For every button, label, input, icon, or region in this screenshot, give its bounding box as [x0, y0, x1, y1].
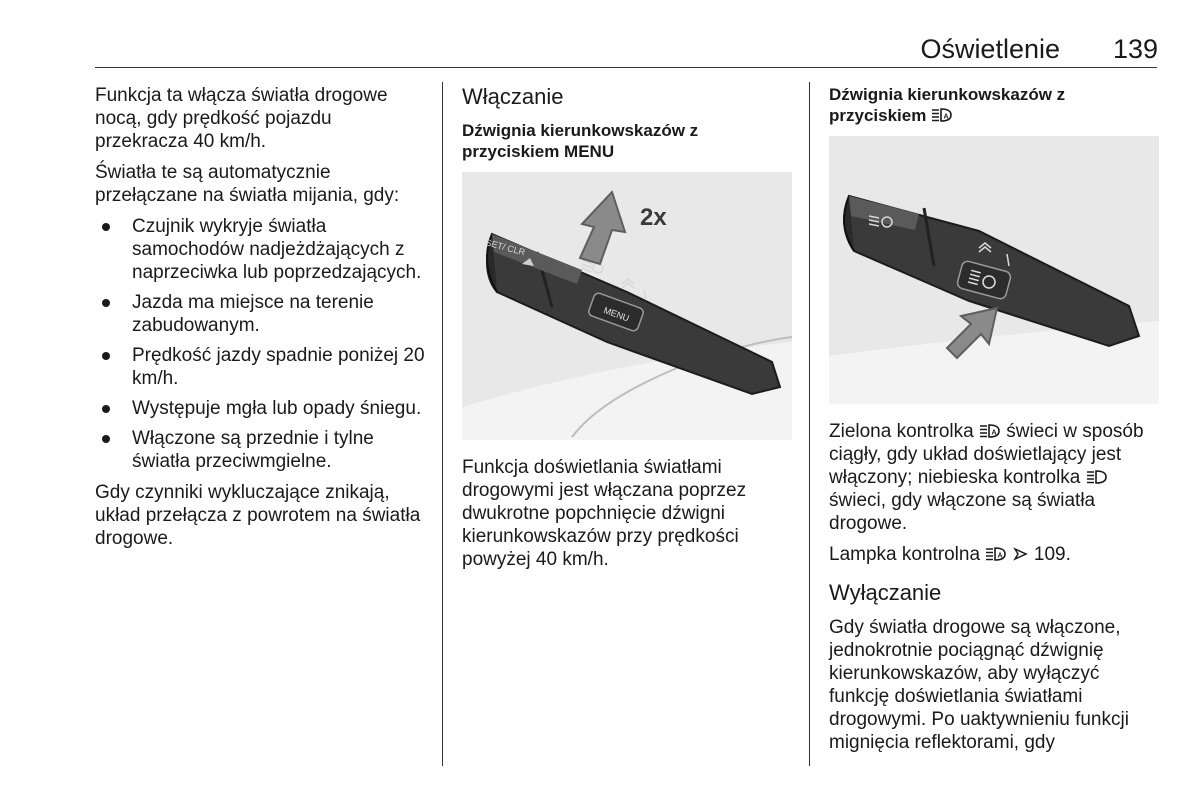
- list-item: Czujnik wykryje światła samochodów nadjeżdżających z naprzeciwka lub poprzedzających.: [95, 215, 425, 284]
- intro-paragraph: Funkcja ta włącza światła drogowe nocą, gdy prędkość pojazdu przekracza 40 km/h.: [95, 85, 388, 152]
- lever-menu-illustration: [462, 172, 792, 440]
- outro-paragraph: Gdy czynniki wykluczające znikają, układ przełącza z powrotem na światła drogowe.: [95, 482, 421, 549]
- list-item: Prędkość jazdy spadnie poniżej 20 km/h.: [95, 344, 425, 390]
- section-heading-wlaczanie: Włączanie: [462, 84, 564, 109]
- bullet-icon: [102, 352, 110, 360]
- column-divider-1: [442, 82, 443, 766]
- column-2: [462, 84, 792, 579]
- lead-paragraph: Światła te są automatycznie przełączane na światła mijania, gdy:: [95, 162, 400, 206]
- subheading-button-lever: Dźwignia kierunkowskazów z przyciskiem A: [829, 85, 1066, 125]
- cross-reference-arrow-icon: [1013, 547, 1029, 561]
- list-item: Jazda ma miejsce na terenie zabudowanym.: [95, 291, 425, 337]
- lever-button-illustration: [829, 136, 1159, 404]
- column-divider-2: [809, 82, 810, 766]
- col3-indicator-paragraph: Zielona kontrolka A świeci w sposób ciągły, gdy układ doświetlający jest włączony; niebieska kontrolka świeci, gdy włączone są światła drogowe.: [829, 421, 1144, 534]
- subheading-menu-lever: Dźwignia kierunkowskazów z przyciskiem MENU: [462, 121, 699, 161]
- menu-button-label: MENU: [602, 305, 631, 324]
- bullet-icon: [102, 405, 110, 413]
- section-heading-wylaczanie: Wyłączanie: [829, 580, 942, 605]
- column-1: [95, 84, 425, 558]
- svg-text:A: A: [991, 429, 997, 437]
- header-rule: [95, 67, 1157, 68]
- column-3: [829, 84, 1159, 762]
- bullet-icon: [102, 223, 110, 231]
- condition-list: [95, 215, 425, 473]
- svg-text:A: A: [997, 552, 1003, 560]
- svg-text:A: A: [943, 113, 949, 121]
- high-beam-assist-icon: [931, 108, 953, 122]
- bullet-icon: [102, 435, 110, 443]
- push-count-label: 2x: [640, 204, 667, 231]
- bullet-icon: [102, 299, 110, 307]
- section-title: Oświetlenie: [920, 34, 1060, 64]
- high-beam-assist-icon: [985, 547, 1007, 561]
- set-clr-label: SET/ CLR: [484, 237, 527, 258]
- col2-body: Funkcja doświetlania światłami drogowymi jest włączana poprzez dwukrotne popchnięcie dźwigni kierunkowskazów przy prędkości powyżej 40 km/h.: [462, 457, 747, 570]
- high-beam-icon: [1086, 470, 1108, 484]
- high-beam-assist-icon: [979, 424, 1001, 438]
- list-item: Występuje mgła lub opady śniegu.: [95, 397, 425, 420]
- col3-body: Gdy światła drogowe są włączone, jednokrotnie pociągnąć dźwignię kierunkowskazów, aby wyłączyć funkcję doświetlania światłami drogowymi. Po uaktywnieniu funkcji mignięcia reflektorami, gdy: [829, 617, 1129, 753]
- page-number: 139: [1112, 34, 1158, 64]
- list-item: Włączone są przednie i tylne światła przeciwmgielne.: [95, 427, 425, 473]
- lamp-reference-paragraph: Lampka kontrolna A 109.: [829, 544, 1071, 565]
